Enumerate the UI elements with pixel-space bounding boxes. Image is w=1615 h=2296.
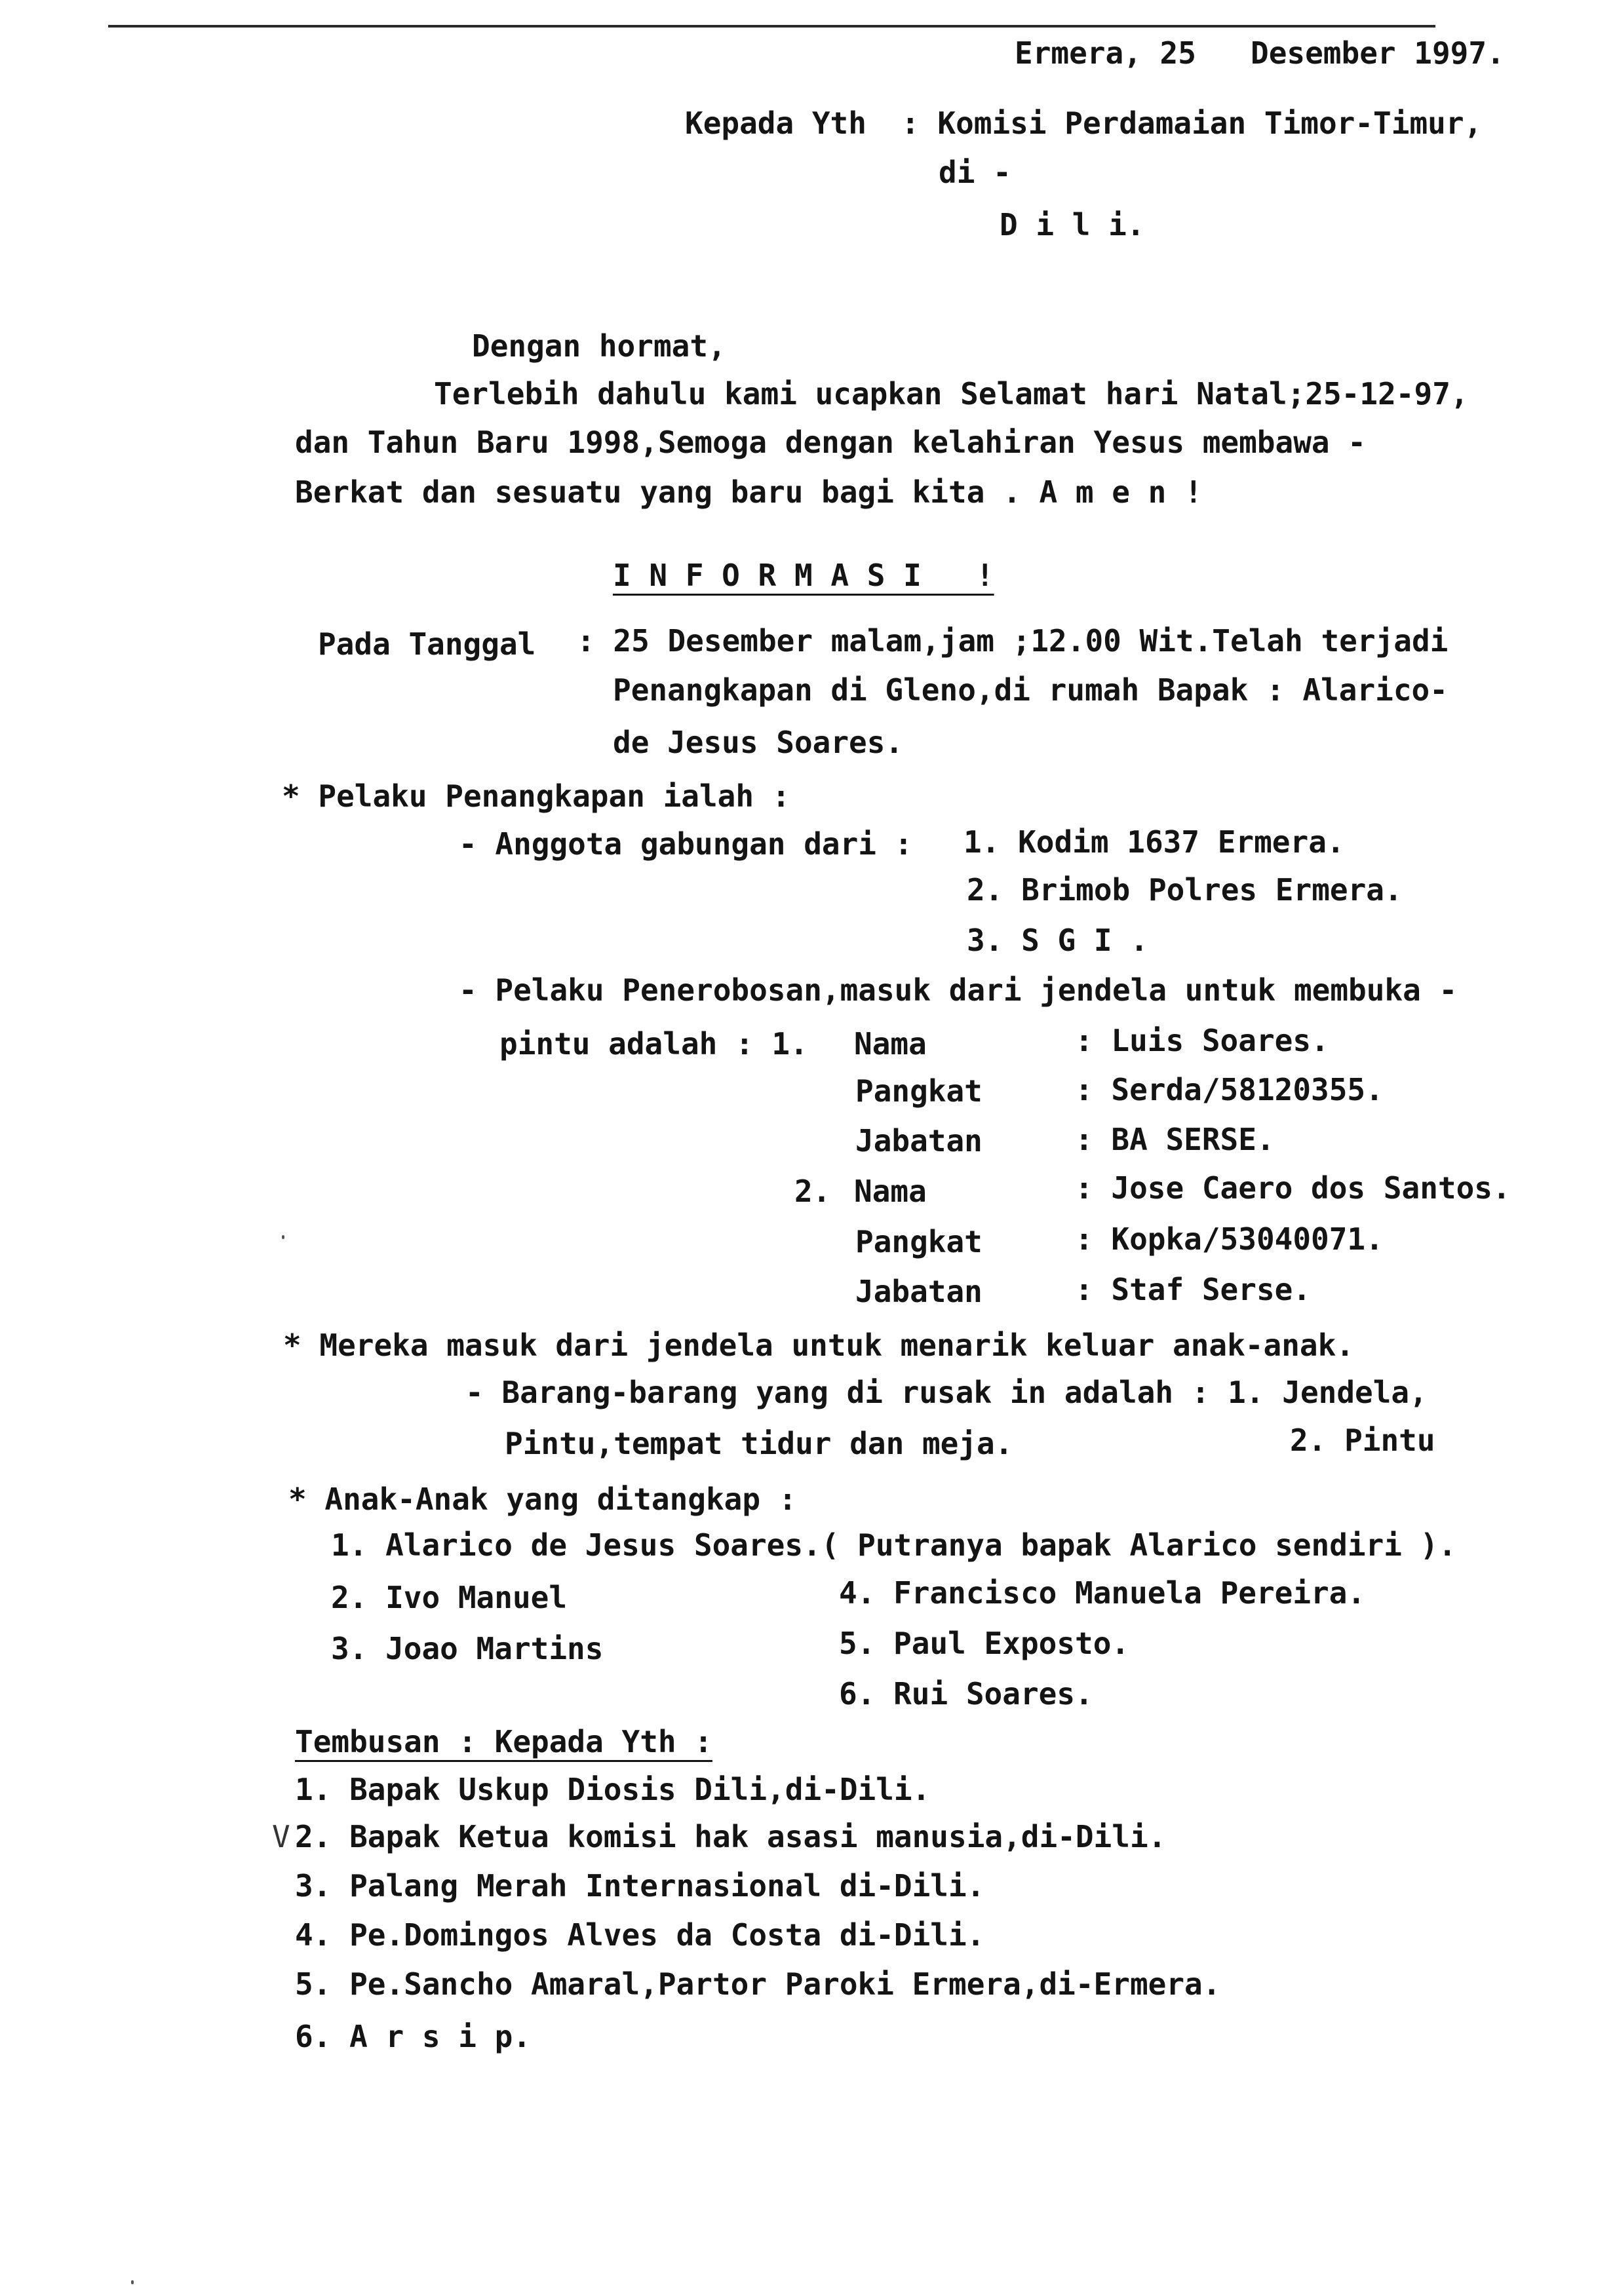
anak-heading: * Anak-Anak yang ditangkap : [288, 1482, 797, 1517]
anak-right-1: 4. Francisco Manuela Pereira. [839, 1575, 1366, 1611]
person-1-pangkat: : Serda/58120355. [1075, 1072, 1384, 1107]
tanggal-label: Pada Tanggal [318, 626, 536, 662]
salutation: Dengan hormat, [472, 328, 726, 364]
addressee-di: di - [939, 155, 1011, 190]
scan-speck [131, 2280, 134, 2284]
tanggal-line-1: : 25 Desember malam,jam ;12.00 Wit.Telah terjadi [577, 623, 1449, 659]
tembusan-checkmark: V [272, 1819, 290, 1854]
tembusan-item-2: 2. Bapak Ketua komisi hak asasi manusia,di-Dili. [295, 1819, 1167, 1854]
person-1-jabatan: : BA SERSE. [1075, 1122, 1275, 1157]
place-date: Ermera, 25 Desember 1997. [1015, 35, 1505, 71]
barang-line-2: Pintu,tempat tidur dan meja. [505, 1426, 1013, 1461]
scan-speck [282, 1235, 284, 1239]
top-rule [108, 25, 1435, 28]
pelaku-heading: * Pelaku Penangkapan ialah : [282, 778, 790, 814]
anak-left-1: 2. Ivo Manuel [331, 1580, 568, 1615]
person-1-pangkat-label: Pangkat [855, 1073, 983, 1109]
addressee-prefix: Kepada Yth [685, 105, 866, 141]
unit-3: 3. S G I . [967, 923, 1148, 958]
greeting-line-2: dan Tahun Baru 1998,Semoga dengan kelahiran Yesus membawa - [295, 425, 1366, 460]
tanggal-line-3: de Jesus Soares. [613, 725, 904, 760]
person-1-nama-label: Nama [854, 1026, 927, 1062]
anggota-line: - Anggota gabungan dari : [459, 826, 913, 862]
person-2-jabatan-label: Jabatan [855, 1274, 983, 1309]
anak-right-3: 6. Rui Soares. [839, 1676, 1093, 1712]
barang-line-1: - Barang-barang yang di rusak in adalah : 1. Jendela, [465, 1375, 1428, 1410]
tembusan-item-6: 6. A r s i p. [295, 2019, 532, 2054]
person-2-jabatan: : Staf Serse. [1075, 1272, 1312, 1307]
person-1-jabatan-label: Jabatan [855, 1123, 983, 1158]
penerobos-prefix: pintu adalah : 1. [499, 1026, 808, 1062]
mereka-line: * Mereka masuk dari jendela untuk menarik keluar anak-anak. [283, 1328, 1354, 1363]
tembusan-item-5: 5. Pe.Sancho Amaral,Partor Paroki Ermera,di-Ermera. [295, 1966, 1221, 2002]
greeting-line-1: Terlebih dahulu kami ucapkan Selamat hari Natal;25-12-97, [434, 376, 1469, 411]
unit-1: 1. Kodim 1637 Ermera. [963, 824, 1345, 860]
person-2-nama-label: Nama [854, 1174, 927, 1209]
anak-left-2: 3. Joao Martins [331, 1631, 604, 1666]
tembusan-item-3: 3. Palang Merah Internasional di-Dili. [295, 1868, 985, 1904]
anak-right-2: 5. Paul Exposto. [839, 1626, 1130, 1661]
tembusan-heading: Tembusan : Kepada Yth : [295, 1724, 712, 1759]
penerobos-line-1: - Pelaku Penerobosan,masuk dari jendela untuk membuka - [459, 972, 1458, 1008]
addressee-name: : Komisi Perdamaian Timor-Timur, [901, 105, 1483, 141]
tanggal-line-2: Penangkapan di Gleno,di rumah Bapak : Alarico- [613, 672, 1448, 708]
anak-first: 1. Alarico de Jesus Soares.( Putranya bapak Alarico sendiri ). [331, 1527, 1457, 1563]
addressee-city: D i l i. [1000, 207, 1145, 242]
unit-2: 2. Brimob Polres Ermera. [967, 872, 1403, 908]
person-2-pangkat: : Kopka/53040071. [1075, 1221, 1384, 1257]
informasi-heading: I N F O R M A S I ! [613, 558, 994, 593]
barang-item-2: 2. Pintu [1290, 1423, 1435, 1458]
person-2-num: 2. [794, 1174, 831, 1209]
tembusan-item-1: 1. Bapak Uskup Diosis Dili,di-Dili. [295, 1772, 931, 1807]
tembusan-item-4: 4. Pe.Domingos Alves da Costa di-Dili. [295, 1917, 985, 1953]
person-2-nama: : Jose Caero dos Santos. [1075, 1170, 1511, 1206]
greeting-line-3: Berkat dan sesuatu yang baru bagi kita . A m e n ! [295, 474, 1203, 510]
person-1-nama: : Luis Soares. [1075, 1023, 1329, 1058]
person-2-pangkat-label: Pangkat [855, 1224, 983, 1259]
